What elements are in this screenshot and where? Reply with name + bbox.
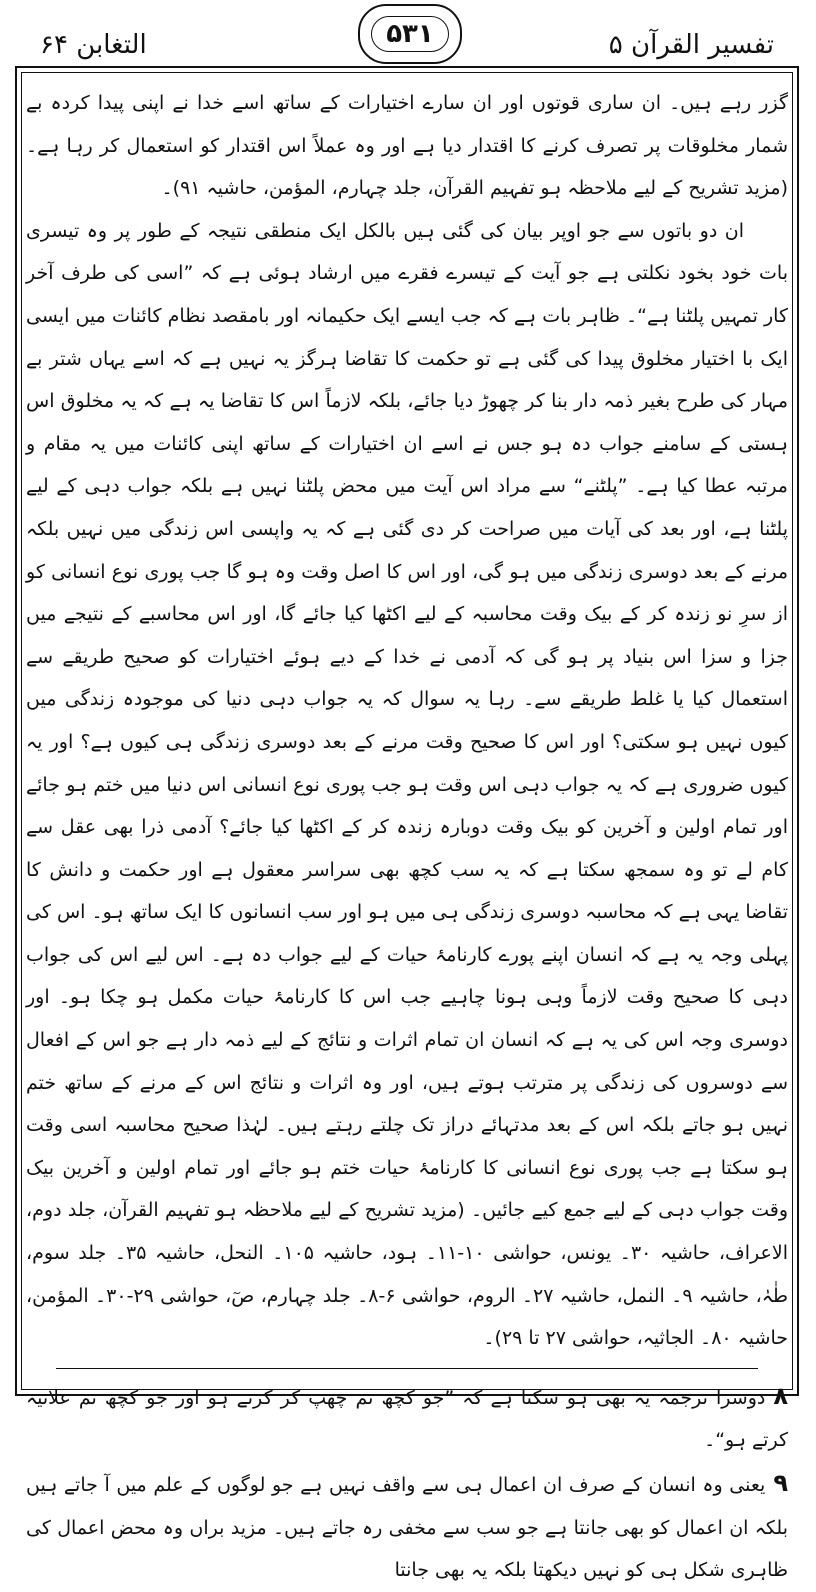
page-body	[26, 82, 788, 1582]
footnote-9-number: ۹	[773, 1469, 788, 1497]
footnote-9	[26, 1462, 788, 1592]
footnote-8-number: ۸	[773, 1381, 788, 1410]
book-title: تفسیر القرآن ۵	[608, 30, 774, 60]
surah-label: التغابن ۶۴	[40, 30, 147, 60]
paragraph-2: ان دو باتوں سے جو اوپر بیان کی گئی ہیں بالکل ایک منطقی نتیجہ کے طور پر وہ تیسری بات خود بخود نکلتی ہے جو آیت کے تیسرے فقرے میں ارشاد ہوئی ہے کہ ”اسی کی طرف آخر کار تمہیں پلٹنا ہے“۔ ظاہر بات ہے کہ جب ایسے ایک حکیمانہ اور بامقصد نظام کائنات میں ایسی ایک با اختیار مخلوق پیدا کی گئی ہے تو حکمت کا تقاضا ہرگز یہ نہیں ہے کہ اسے یہاں شتر بے مہار کی طرح بغیر ذمہ دار بنا کر چھوڑ دیا جائے، بلکہ لازماً اس کا تقاضا یہ ہے کہ یہ مخلوق اس ہستی کے سامنے جواب دہ ہو جس نے اسے ان اختیارات کے ساتھ اپنی کائنات میں یہ مقام و مرتبہ عطا کیا ہے۔ ”پلٹنے“ سے مراد اس آیت میں محض پلٹنا نہیں ہے بلکہ جواب دہی کے لیے پلٹنا ہے، اور بعد کی آیات میں صراحت کر دی گئی ہے کہ یہ واپسی اس زندگی میں نہیں بلکہ مرنے کے بعد دوسری زندگی میں ہو گی، اور اس کا اصل وقت وہ ہو گا جب پوری نوع انسانی کو از سرِ نو زندہ کر کے بیک وقت محاسبہ کے لیے اکٹھا کیا جائے گا، اور اس محاسبے کے نتیجے میں جزا و سزا اس بنیاد پر ہو گی کہ آدمی نے خدا کے دیے ہوئے اختیارات کو صحیح طریقے سے استعمال کیا یا غلط طریقے سے۔ رہا یہ سوال کہ یہ جواب دہی دنیا کی موجودہ زندگی میں کیوں نہیں ہو سکتی؟ اور اس کا صحیح وقت مرنے کے بعد دوسری زندگی ہی کیوں ہے؟ اور یہ کیوں ضروری ہے کہ یہ جواب دہی اس وقت ہو جب پوری نوع انسانی اس دنیا میں ختم ہو جائے اور تمام اولین و آخرین کو بیک وقت دوبارہ زندہ کر کے اکٹھا کیا جائے؟ آدمی ذرا بھی عقل سے کام لے تو وہ سمجھ سکتا ہے کہ یہ سب کچھ بھی سراسر معقول ہے اور حکمت و دانش کا تقاضا یہی ہے کہ محاسبہ دوسری زندگی ہی میں ہو اور سب انسانوں کا ایک ساتھ ہو۔ اس کی پہلی وجہ یہ ہے کہ انسان اپنے پورے کارنامۂ حیات کے لیے جواب دہ ہے۔ اس لیے اس کی جواب دہی کا صحیح وقت لازماً وہی ہونا چاہیے جب اس کا کارنامۂ حیات مکمل ہو چکا ہو۔ اور دوسری وجہ اس کی یہ ہے کہ انسان ان تمام اثرات و نتائج کے لیے ذمہ دار ہے جو اس کے افعال سے دوسروں کی زندگی پر مترتب ہوتے ہیں، اور وہ اثرات و نتائج اس کے مرنے کے ساتھ ختم نہیں ہو جاتے بلکہ اس کے بعد مدتہائے دراز تک چلتے رہتے ہیں۔ لہٰذا صحیح محاسبہ اسی وقت ہو سکتا ہے جب پوری نوع انسانی کا کارنامۂ حیات ختم ہو جائے اور تمام اولین و آخرین بیک وقت جواب دہی کے لیے جمع کیے جائیں۔ (مزید تشریح کے لیے ملاحظہ ہو تفہیم القرآن، جلد دوم، الاعراف، حاشیہ ۳۰۔ یونس، حواشی ۱۰-۱۱۔ ہود، حاشیہ ۱۰۵۔ النحل، حاشیہ ۳۵۔ جلد سوم، طٰہٰ، حاشیہ ۹۔ النمل، حاشیہ ۲۷۔ الروم، حواشی ۶-۸۔ جلد چہارم، صٓ، حواشی ۲۹-۳۰۔ المؤمن، حاشیہ ۸۰۔ الجاثیہ، حواشی ۲۷ تا ۲۹)۔	[26, 219, 788, 1350]
page-header	[0, 0, 816, 70]
footnote-divider	[56, 1368, 758, 1369]
paragraph-1: گزر رہے ہیں۔ ان ساری قوتوں اور ان سارے اختیارات کے ساتھ اسے خدا نے اپنی پیدا کردہ بے شمار مخلوقات پر تصرف کرنے کا اقتدار دیا ہے اور وہ عملاً اس اقتدار کو استعمال کر رہا ہے۔ (مزید تشریح کے لیے ملاحظہ ہو تفہیم القرآن، جلد چہارم، المؤمن، حاشیہ ۹۱)۔	[26, 92, 788, 200]
footnote-8	[26, 1375, 788, 1462]
footnote-9-text: یعنی وہ انسان کے صرف ان اعمال ہی سے واقف نہیں ہے جو لوگوں کے علم میں آ جاتے ہیں بلکہ ان اعمال کو بھی جانتا ہے جو سب سے مخفی رہ جاتے ہیں۔ مزید براں وہ محض اعمال کی ظاہری شکل ہی کو نہیں دیکھتا بلکہ یہ بھی جانتا	[26, 1474, 788, 1582]
page-number: ۵۳۱	[371, 16, 449, 52]
footnote-8-text: دوسرا ترجمہ یہ بھی ہو سکتا ہے کہ ”جو کچھ تم چھپ کر کرتے ہو اور جو کچھ تم علانیہ کرتے ہو“۔	[26, 1386, 788, 1452]
page-number-badge	[358, 4, 462, 64]
